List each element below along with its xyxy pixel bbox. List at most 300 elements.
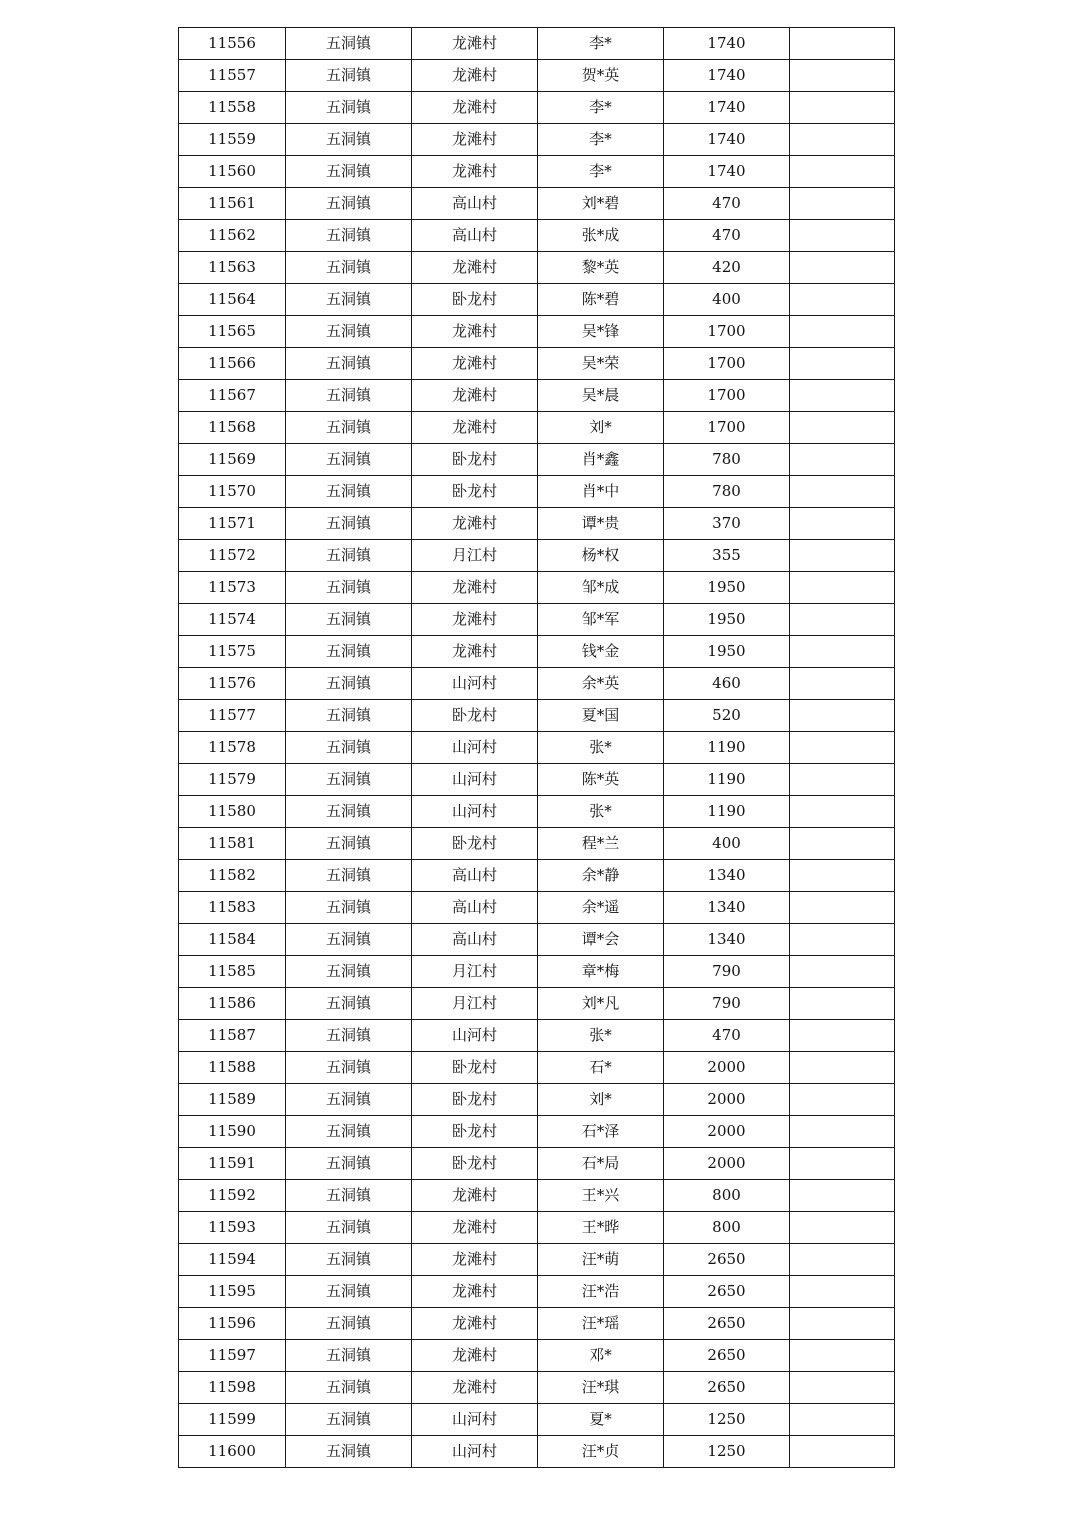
table-row (179, 1276, 895, 1308)
record-id-cell: 11580 (179, 796, 286, 828)
table-row (179, 1116, 895, 1148)
village-cell: 龙滩村 (412, 316, 538, 348)
town-cell: 五洞镇 (286, 1180, 412, 1212)
amount-cell: 790 (664, 988, 790, 1020)
name-cell: 陈*碧 (538, 284, 664, 316)
note-cell (790, 1020, 895, 1052)
table-row (179, 924, 895, 956)
amount-cell: 470 (664, 1020, 790, 1052)
record-id-cell: 11578 (179, 732, 286, 764)
table-row (179, 60, 895, 92)
town-cell: 五洞镇 (286, 380, 412, 412)
name-cell: 汪*贞 (538, 1436, 664, 1468)
amount-cell: 2650 (664, 1244, 790, 1276)
table-row (179, 1436, 895, 1468)
village-cell: 山河村 (412, 1020, 538, 1052)
note-cell (790, 316, 895, 348)
village-cell: 卧龙村 (412, 444, 538, 476)
town-cell: 五洞镇 (286, 412, 412, 444)
record-id-cell: 11599 (179, 1404, 286, 1436)
village-cell: 卧龙村 (412, 1052, 538, 1084)
name-cell: 余*遥 (538, 892, 664, 924)
amount-cell: 780 (664, 476, 790, 508)
village-cell: 龙滩村 (412, 1212, 538, 1244)
town-cell: 五洞镇 (286, 732, 412, 764)
town-cell: 五洞镇 (286, 956, 412, 988)
amount-cell: 1340 (664, 924, 790, 956)
name-cell: 邹*成 (538, 572, 664, 604)
note-cell (790, 892, 895, 924)
note-cell (790, 764, 895, 796)
village-cell: 月江村 (412, 956, 538, 988)
town-cell: 五洞镇 (286, 1308, 412, 1340)
table-row (179, 636, 895, 668)
table-row (179, 1052, 895, 1084)
town-cell: 五洞镇 (286, 828, 412, 860)
village-cell: 卧龙村 (412, 828, 538, 860)
village-cell: 高山村 (412, 188, 538, 220)
record-id-cell: 11563 (179, 252, 286, 284)
town-cell: 五洞镇 (286, 924, 412, 956)
name-cell: 张* (538, 1020, 664, 1052)
town-cell: 五洞镇 (286, 1212, 412, 1244)
record-id-cell: 11589 (179, 1084, 286, 1116)
village-cell: 龙滩村 (412, 1340, 538, 1372)
village-cell: 卧龙村 (412, 284, 538, 316)
village-cell: 卧龙村 (412, 1148, 538, 1180)
table-row (179, 1308, 895, 1340)
town-cell: 五洞镇 (286, 572, 412, 604)
note-cell (790, 156, 895, 188)
town-cell: 五洞镇 (286, 1276, 412, 1308)
village-cell: 山河村 (412, 668, 538, 700)
note-cell (790, 220, 895, 252)
amount-cell: 2650 (664, 1340, 790, 1372)
village-cell: 龙滩村 (412, 1276, 538, 1308)
name-cell: 肖*中 (538, 476, 664, 508)
note-cell (790, 380, 895, 412)
name-cell: 张* (538, 732, 664, 764)
table-row (179, 956, 895, 988)
amount-cell: 460 (664, 668, 790, 700)
record-id-cell: 11582 (179, 860, 286, 892)
town-cell: 五洞镇 (286, 604, 412, 636)
record-id-cell: 11594 (179, 1244, 286, 1276)
record-id-cell: 11598 (179, 1372, 286, 1404)
amount-cell: 1190 (664, 764, 790, 796)
town-cell: 五洞镇 (286, 1116, 412, 1148)
amount-cell: 470 (664, 188, 790, 220)
note-cell (790, 1308, 895, 1340)
name-cell: 汪*浩 (538, 1276, 664, 1308)
table-row (179, 1372, 895, 1404)
amount-cell: 1340 (664, 860, 790, 892)
village-cell: 龙滩村 (412, 604, 538, 636)
name-cell: 钱*金 (538, 636, 664, 668)
table-row (179, 156, 895, 188)
village-cell: 龙滩村 (412, 412, 538, 444)
table-row (179, 540, 895, 572)
note-cell (790, 1436, 895, 1468)
note-cell (790, 124, 895, 156)
town-cell: 五洞镇 (286, 60, 412, 92)
record-id-cell: 11581 (179, 828, 286, 860)
name-cell: 夏*国 (538, 700, 664, 732)
record-id-cell: 11596 (179, 1308, 286, 1340)
name-cell: 李* (538, 28, 664, 60)
table-row (179, 1020, 895, 1052)
record-id-cell: 11579 (179, 764, 286, 796)
amount-cell: 1700 (664, 316, 790, 348)
village-cell: 龙滩村 (412, 1180, 538, 1212)
village-cell: 山河村 (412, 732, 538, 764)
record-id-cell: 11600 (179, 1436, 286, 1468)
name-cell: 石*泽 (538, 1116, 664, 1148)
note-cell (790, 796, 895, 828)
village-cell: 龙滩村 (412, 572, 538, 604)
town-cell: 五洞镇 (286, 220, 412, 252)
village-cell: 龙滩村 (412, 156, 538, 188)
amount-cell: 355 (664, 540, 790, 572)
record-id-cell: 11577 (179, 700, 286, 732)
village-cell: 龙滩村 (412, 124, 538, 156)
record-id-cell: 11568 (179, 412, 286, 444)
name-cell: 吴*晨 (538, 380, 664, 412)
table-row (179, 828, 895, 860)
table-row (179, 1084, 895, 1116)
town-cell: 五洞镇 (286, 188, 412, 220)
record-id-cell: 11592 (179, 1180, 286, 1212)
note-cell (790, 348, 895, 380)
table-row (179, 412, 895, 444)
town-cell: 五洞镇 (286, 444, 412, 476)
record-id-cell: 11576 (179, 668, 286, 700)
town-cell: 五洞镇 (286, 1020, 412, 1052)
table-row (179, 892, 895, 924)
record-id-cell: 11590 (179, 1116, 286, 1148)
name-cell: 贺*英 (538, 60, 664, 92)
record-id-cell: 11574 (179, 604, 286, 636)
town-cell: 五洞镇 (286, 348, 412, 380)
name-cell: 谭*贵 (538, 508, 664, 540)
name-cell: 夏* (538, 1404, 664, 1436)
record-id-cell: 11570 (179, 476, 286, 508)
amount-cell: 1950 (664, 572, 790, 604)
note-cell (790, 668, 895, 700)
note-cell (790, 412, 895, 444)
amount-cell: 1700 (664, 412, 790, 444)
town-cell: 五洞镇 (286, 892, 412, 924)
record-id-cell: 11561 (179, 188, 286, 220)
name-cell: 王*兴 (538, 1180, 664, 1212)
town-cell: 五洞镇 (286, 508, 412, 540)
name-cell: 谭*会 (538, 924, 664, 956)
town-cell: 五洞镇 (286, 476, 412, 508)
record-id-cell: 11575 (179, 636, 286, 668)
village-cell: 高山村 (412, 892, 538, 924)
amount-cell: 1340 (664, 892, 790, 924)
village-cell: 山河村 (412, 796, 538, 828)
note-cell (790, 28, 895, 60)
amount-cell: 370 (664, 508, 790, 540)
table-row (179, 1180, 895, 1212)
table-row (179, 572, 895, 604)
name-cell: 汪*瑶 (538, 1308, 664, 1340)
note-cell (790, 1116, 895, 1148)
note-cell (790, 92, 895, 124)
amount-cell: 2000 (664, 1084, 790, 1116)
village-cell: 龙滩村 (412, 636, 538, 668)
name-cell: 石* (538, 1052, 664, 1084)
village-cell: 龙滩村 (412, 92, 538, 124)
record-id-cell: 11573 (179, 572, 286, 604)
note-cell (790, 1404, 895, 1436)
amount-cell: 1190 (664, 732, 790, 764)
town-cell: 五洞镇 (286, 1084, 412, 1116)
table-row (179, 1212, 895, 1244)
name-cell: 程*兰 (538, 828, 664, 860)
name-cell: 刘*凡 (538, 988, 664, 1020)
table-row (179, 604, 895, 636)
record-id-cell: 11597 (179, 1340, 286, 1372)
name-cell: 张*成 (538, 220, 664, 252)
amount-cell: 1950 (664, 604, 790, 636)
record-id-cell: 11586 (179, 988, 286, 1020)
note-cell (790, 988, 895, 1020)
amount-cell: 400 (664, 284, 790, 316)
record-id-cell: 11565 (179, 316, 286, 348)
note-cell (790, 1212, 895, 1244)
amount-cell: 1250 (664, 1436, 790, 1468)
name-cell: 吴*锋 (538, 316, 664, 348)
note-cell (790, 540, 895, 572)
village-cell: 龙滩村 (412, 252, 538, 284)
village-cell: 高山村 (412, 860, 538, 892)
amount-cell: 790 (664, 956, 790, 988)
name-cell: 黎*英 (538, 252, 664, 284)
note-cell (790, 700, 895, 732)
village-cell: 高山村 (412, 924, 538, 956)
table-row (179, 92, 895, 124)
amount-cell: 800 (664, 1212, 790, 1244)
amount-cell: 1700 (664, 380, 790, 412)
note-cell (790, 444, 895, 476)
village-cell: 月江村 (412, 988, 538, 1020)
amount-cell: 2650 (664, 1276, 790, 1308)
record-id-cell: 11583 (179, 892, 286, 924)
name-cell: 余*英 (538, 668, 664, 700)
note-cell (790, 1084, 895, 1116)
name-cell: 刘* (538, 1084, 664, 1116)
village-cell: 山河村 (412, 764, 538, 796)
name-cell: 章*梅 (538, 956, 664, 988)
record-id-cell: 11591 (179, 1148, 286, 1180)
village-cell: 卧龙村 (412, 700, 538, 732)
record-id-cell: 11571 (179, 508, 286, 540)
amount-cell: 800 (664, 1180, 790, 1212)
amount-cell: 470 (664, 220, 790, 252)
amount-cell: 420 (664, 252, 790, 284)
amount-cell: 780 (664, 444, 790, 476)
record-id-cell: 11558 (179, 92, 286, 124)
note-cell (790, 252, 895, 284)
village-cell: 龙滩村 (412, 508, 538, 540)
table-row (179, 508, 895, 540)
table-row (179, 476, 895, 508)
town-cell: 五洞镇 (286, 1148, 412, 1180)
amount-cell: 2000 (664, 1148, 790, 1180)
village-cell: 山河村 (412, 1436, 538, 1468)
note-cell (790, 1372, 895, 1404)
town-cell: 五洞镇 (286, 124, 412, 156)
record-id-cell: 11559 (179, 124, 286, 156)
town-cell: 五洞镇 (286, 252, 412, 284)
amount-cell: 520 (664, 700, 790, 732)
table-row (179, 1340, 895, 1372)
record-id-cell: 11588 (179, 1052, 286, 1084)
village-cell: 卧龙村 (412, 1084, 538, 1116)
village-cell: 山河村 (412, 1404, 538, 1436)
town-cell: 五洞镇 (286, 1052, 412, 1084)
table-row (179, 284, 895, 316)
amount-cell: 2000 (664, 1052, 790, 1084)
village-cell: 龙滩村 (412, 380, 538, 412)
record-id-cell: 11595 (179, 1276, 286, 1308)
table-row (179, 988, 895, 1020)
note-cell (790, 828, 895, 860)
table-row (179, 1148, 895, 1180)
table-row (179, 1244, 895, 1276)
record-id-cell: 11556 (179, 28, 286, 60)
town-cell: 五洞镇 (286, 764, 412, 796)
note-cell (790, 1148, 895, 1180)
town-cell: 五洞镇 (286, 668, 412, 700)
note-cell (790, 1244, 895, 1276)
note-cell (790, 188, 895, 220)
note-cell (790, 604, 895, 636)
table-row (179, 444, 895, 476)
note-cell (790, 476, 895, 508)
town-cell: 五洞镇 (286, 156, 412, 188)
name-cell: 李* (538, 156, 664, 188)
note-cell (790, 924, 895, 956)
record-id-cell: 11564 (179, 284, 286, 316)
amount-cell: 1740 (664, 28, 790, 60)
record-id-cell: 11572 (179, 540, 286, 572)
record-id-cell: 11560 (179, 156, 286, 188)
town-cell: 五洞镇 (286, 700, 412, 732)
table-row (179, 28, 895, 60)
name-cell: 石*局 (538, 1148, 664, 1180)
name-cell: 肖*鑫 (538, 444, 664, 476)
name-cell: 张* (538, 796, 664, 828)
name-cell: 王*晔 (538, 1212, 664, 1244)
record-id-cell: 11593 (179, 1212, 286, 1244)
record-id-cell: 11585 (179, 956, 286, 988)
town-cell: 五洞镇 (286, 796, 412, 828)
table-row (179, 124, 895, 156)
village-cell: 龙滩村 (412, 1308, 538, 1340)
amount-cell: 1740 (664, 124, 790, 156)
amount-cell: 1740 (664, 156, 790, 188)
town-cell: 五洞镇 (286, 1372, 412, 1404)
amount-cell: 1700 (664, 348, 790, 380)
name-cell: 李* (538, 92, 664, 124)
record-id-cell: 11584 (179, 924, 286, 956)
town-cell: 五洞镇 (286, 1436, 412, 1468)
town-cell: 五洞镇 (286, 28, 412, 60)
table-row (179, 316, 895, 348)
village-cell: 龙滩村 (412, 28, 538, 60)
note-cell (790, 1276, 895, 1308)
note-cell (790, 732, 895, 764)
table-row (179, 668, 895, 700)
record-id-cell: 11562 (179, 220, 286, 252)
records-table (178, 27, 895, 1468)
note-cell (790, 508, 895, 540)
town-cell: 五洞镇 (286, 540, 412, 572)
amount-cell: 1950 (664, 636, 790, 668)
amount-cell: 1190 (664, 796, 790, 828)
table-row (179, 764, 895, 796)
table-row (179, 380, 895, 412)
name-cell: 邹*军 (538, 604, 664, 636)
table-row (179, 188, 895, 220)
record-id-cell: 11587 (179, 1020, 286, 1052)
village-cell: 龙滩村 (412, 348, 538, 380)
note-cell (790, 1052, 895, 1084)
note-cell (790, 636, 895, 668)
village-cell: 龙滩村 (412, 1372, 538, 1404)
amount-cell: 1250 (664, 1404, 790, 1436)
table-row (179, 732, 895, 764)
name-cell: 李* (538, 124, 664, 156)
records-table-body (179, 28, 895, 1468)
table-row (179, 220, 895, 252)
name-cell: 杨*权 (538, 540, 664, 572)
table-row (179, 860, 895, 892)
record-id-cell: 11557 (179, 60, 286, 92)
name-cell: 刘* (538, 412, 664, 444)
amount-cell: 400 (664, 828, 790, 860)
note-cell (790, 1180, 895, 1212)
village-cell: 龙滩村 (412, 60, 538, 92)
table-row (179, 348, 895, 380)
town-cell: 五洞镇 (286, 860, 412, 892)
town-cell: 五洞镇 (286, 92, 412, 124)
village-cell: 月江村 (412, 540, 538, 572)
note-cell (790, 572, 895, 604)
table-row (179, 252, 895, 284)
village-cell: 龙滩村 (412, 1244, 538, 1276)
village-cell: 卧龙村 (412, 1116, 538, 1148)
note-cell (790, 956, 895, 988)
amount-cell: 2000 (664, 1116, 790, 1148)
table-row (179, 1404, 895, 1436)
town-cell: 五洞镇 (286, 988, 412, 1020)
amount-cell: 1740 (664, 92, 790, 124)
village-cell: 卧龙村 (412, 476, 538, 508)
name-cell: 汪*琪 (538, 1372, 664, 1404)
table-row (179, 700, 895, 732)
amount-cell: 1740 (664, 60, 790, 92)
town-cell: 五洞镇 (286, 1340, 412, 1372)
name-cell: 汪*萌 (538, 1244, 664, 1276)
record-id-cell: 11569 (179, 444, 286, 476)
amount-cell: 2650 (664, 1372, 790, 1404)
town-cell: 五洞镇 (286, 636, 412, 668)
amount-cell: 2650 (664, 1308, 790, 1340)
